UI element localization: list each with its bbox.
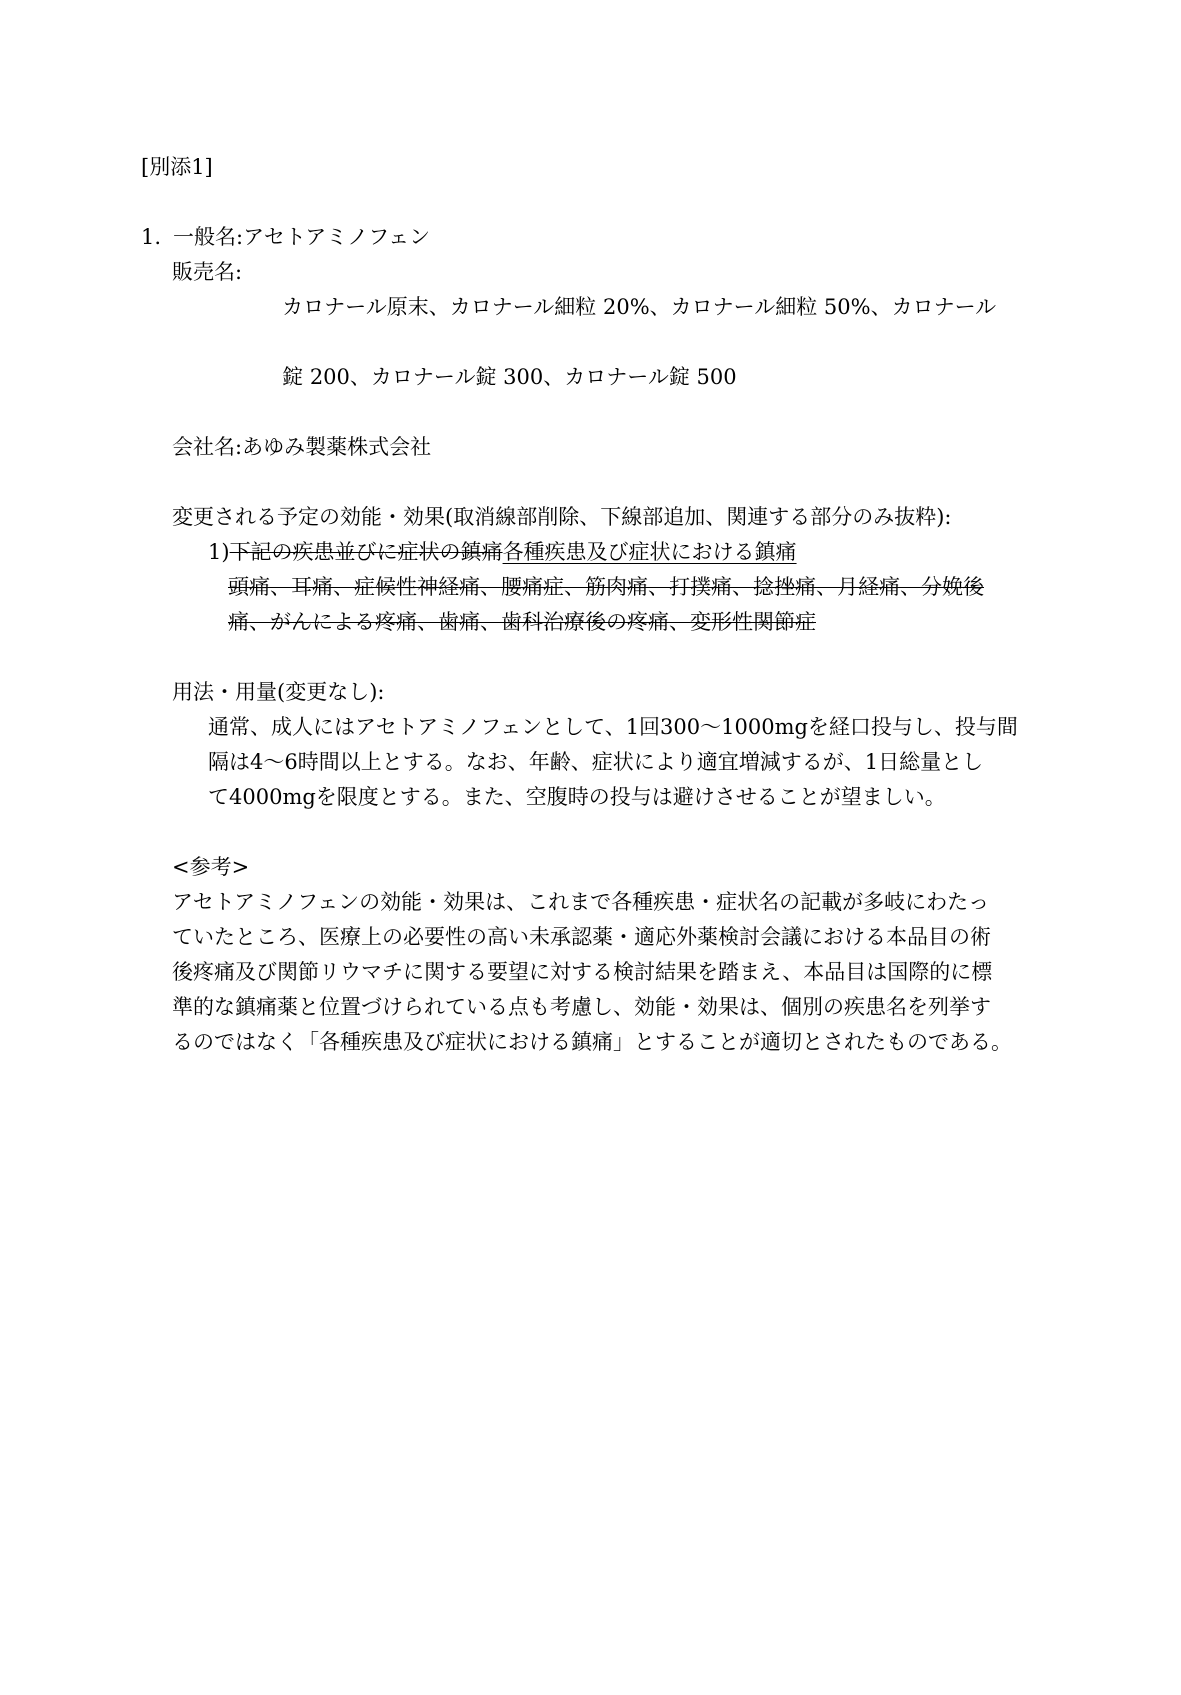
general-name-value: アセトアミノフェン (243, 225, 431, 249)
deleted-list-text-1: 頭痛、耳痛、症候性神経痛、腰痛症、筋肉痛、打撲痛、捻挫痛、月経痛、分娩後 (228, 575, 984, 599)
added-text-inline: 各種疾患及び症状における鎮痛 (502, 540, 797, 564)
company-name-row (172, 430, 1181, 465)
change-section-heading: 変更される予定の効能・効果(取消線部削除、下線部追加、関連する部分のみ抜粋): (172, 505, 952, 529)
dosage-line-2: 隔は4〜6時間以上とする。なお、年齢、症状により適宜増減するが、1日総量とし (208, 750, 984, 774)
company-name-label: 会社名: (172, 435, 243, 459)
brand-name-row (172, 255, 1181, 430)
company-name-value: あゆみ製薬株式会社 (242, 435, 432, 459)
deleted-list-line-1 (228, 570, 1181, 605)
blank-line (0, 185, 1181, 220)
dosage-line-3: て4000mgを限度とする。また、空腹時の投与は避けさせることが望ましい。 (208, 785, 946, 809)
deleted-list-text-2: 痛、がんによる疼痛、歯痛、歯科治療後の疼痛、変形性関節症 (228, 610, 816, 634)
general-name-row (141, 220, 1181, 255)
change-item-line (208, 535, 1181, 570)
brand-name-line-1: カロナール原末、カロナール細粒 20%、カロナール細粒 50%、カロナール (282, 295, 997, 319)
reference-line-5: るのではなく「各種疾患及び症状における鎮痛」とすることが適切とされたものである。 (172, 1030, 1012, 1054)
blank-line (0, 815, 1181, 850)
brand-name-label (172, 255, 242, 290)
item-number: 1. (141, 225, 162, 249)
blank-line (0, 465, 1181, 500)
general-name-label: 一般名: (173, 225, 244, 249)
dosage-line-1: 通常、成人にはアセトアミノフェンとして、1回300〜1000mgを経口投与し、投与間 (208, 715, 1018, 739)
blank-line (0, 640, 1181, 675)
change-item-marker: 1) (208, 540, 230, 564)
reference-line-1: アセトアミノフェンの効能・効果は、これまで各種疾患・症状名の記載が多岐にわたっ (172, 890, 990, 914)
reference-section-heading: <参考> (172, 855, 250, 879)
reference-line-3: 後疼痛及び関節リウマチに関する要望に対する検討結果を踏まえ、本品目は国際的に標 (172, 960, 993, 984)
attachment-label: [別添1] (141, 155, 213, 179)
deleted-list-line-2 (228, 605, 1181, 640)
deleted-text-inline: 下記の疾患並びに症状の鎮痛 (229, 540, 503, 564)
reference-line-2: ていたところ、医療上の必要性の高い未承認薬・適応外薬検討会議における本品目の術 (172, 925, 991, 949)
dosage-section-heading: 用法・用量(変更なし): (172, 680, 385, 704)
brand-name-value (242, 255, 996, 430)
reference-line-4: 準的な鎮痛薬と位置づけられている点も考慮し、効能・効果は、個別の疾患名を列挙す (172, 995, 991, 1019)
brand-name-label-text: 販売名: (172, 260, 243, 284)
brand-name-line-2: 錠 200、カロナール錠 300、カロナール錠 500 (282, 365, 737, 389)
